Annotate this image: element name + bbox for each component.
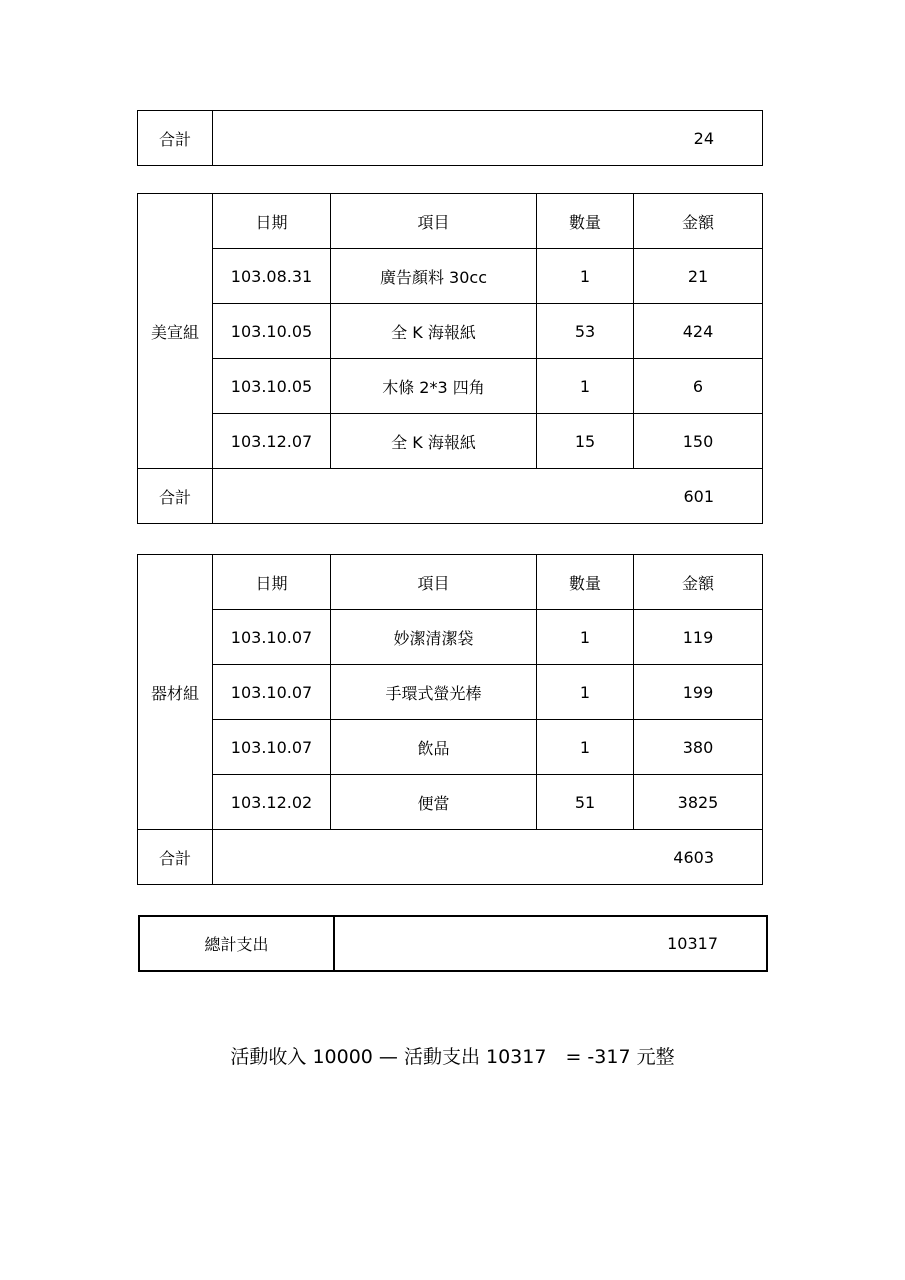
header-date: 日期 [213, 555, 331, 610]
cell-date: 103.10.07 [213, 610, 331, 665]
cell-amount: 119 [634, 610, 763, 665]
cell-amount: 424 [634, 304, 763, 359]
cell-date: 103.10.05 [213, 359, 331, 414]
cell-qty: 1 [537, 610, 634, 665]
total-row [138, 469, 763, 524]
cell-date: 103.10.05 [213, 304, 331, 359]
cell-qty: 51 [537, 775, 634, 830]
header-qty: 數量 [537, 194, 634, 249]
cell-qty: 1 [537, 249, 634, 304]
cell-amount: 6 [634, 359, 763, 414]
header-item: 項目 [331, 194, 537, 249]
total-amount: 4603 [213, 830, 763, 885]
cell-amount: 150 [634, 414, 763, 469]
total-amount: 601 [213, 469, 763, 524]
group-label: 器材組 [138, 555, 213, 830]
cell-date: 103.10.07 [213, 665, 331, 720]
cell-item: 飲品 [331, 720, 537, 775]
cell-date: 103.10.07 [213, 720, 331, 775]
cell-amount: 21 [634, 249, 763, 304]
cell-qty: 1 [537, 665, 634, 720]
group-label: 美宣組 [138, 194, 213, 469]
table-row [138, 414, 763, 469]
meixuan-expense-table [137, 193, 763, 524]
cell-item: 木條 2*3 四角 [331, 359, 537, 414]
grand-total-row [139, 916, 767, 971]
header-qty: 數量 [537, 555, 634, 610]
table-row [138, 720, 763, 775]
cell-amount: 3825 [634, 775, 763, 830]
cell-item: 廣告顏料 30cc [331, 249, 537, 304]
cell-amount: 380 [634, 720, 763, 775]
cell-date: 103.08.31 [213, 249, 331, 304]
cell-qty: 15 [537, 414, 634, 469]
header-row [138, 555, 763, 610]
total-row [138, 830, 763, 885]
qicai-expense-table [137, 554, 763, 885]
table-row [138, 775, 763, 830]
grand-total-label: 總計支出 [139, 916, 334, 971]
cell-date: 103.12.02 [213, 775, 331, 830]
cell-qty: 1 [537, 720, 634, 775]
table-row [138, 304, 763, 359]
grand-total-amount: 10317 [334, 916, 767, 971]
table-row [138, 665, 763, 720]
header-row [138, 194, 763, 249]
cell-item: 便當 [331, 775, 537, 830]
header-date: 日期 [213, 194, 331, 249]
previous-group-total-table [137, 110, 763, 166]
total-row [138, 111, 763, 166]
cell-amount: 199 [634, 665, 763, 720]
header-item: 項目 [331, 555, 537, 610]
grand-total-table [138, 915, 768, 972]
total-label: 合計 [138, 830, 213, 885]
cell-date: 103.12.07 [213, 414, 331, 469]
table-row [138, 359, 763, 414]
cell-item: 手環式螢光棒 [331, 665, 537, 720]
total-label: 合計 [138, 469, 213, 524]
table-row [138, 249, 763, 304]
total-label: 合計 [138, 111, 213, 166]
cell-item: 全 K 海報紙 [331, 414, 537, 469]
cell-item: 妙潔清潔袋 [331, 610, 537, 665]
header-amount: 金額 [634, 555, 763, 610]
cell-item: 全 K 海報紙 [331, 304, 537, 359]
cell-qty: 1 [537, 359, 634, 414]
table-row [138, 610, 763, 665]
cell-qty: 53 [537, 304, 634, 359]
total-amount: 24 [213, 111, 763, 166]
header-amount: 金額 [634, 194, 763, 249]
balance-summary: 活動收入 10000 — 活動支出 10317 = -317 元整 [230, 1046, 675, 1068]
